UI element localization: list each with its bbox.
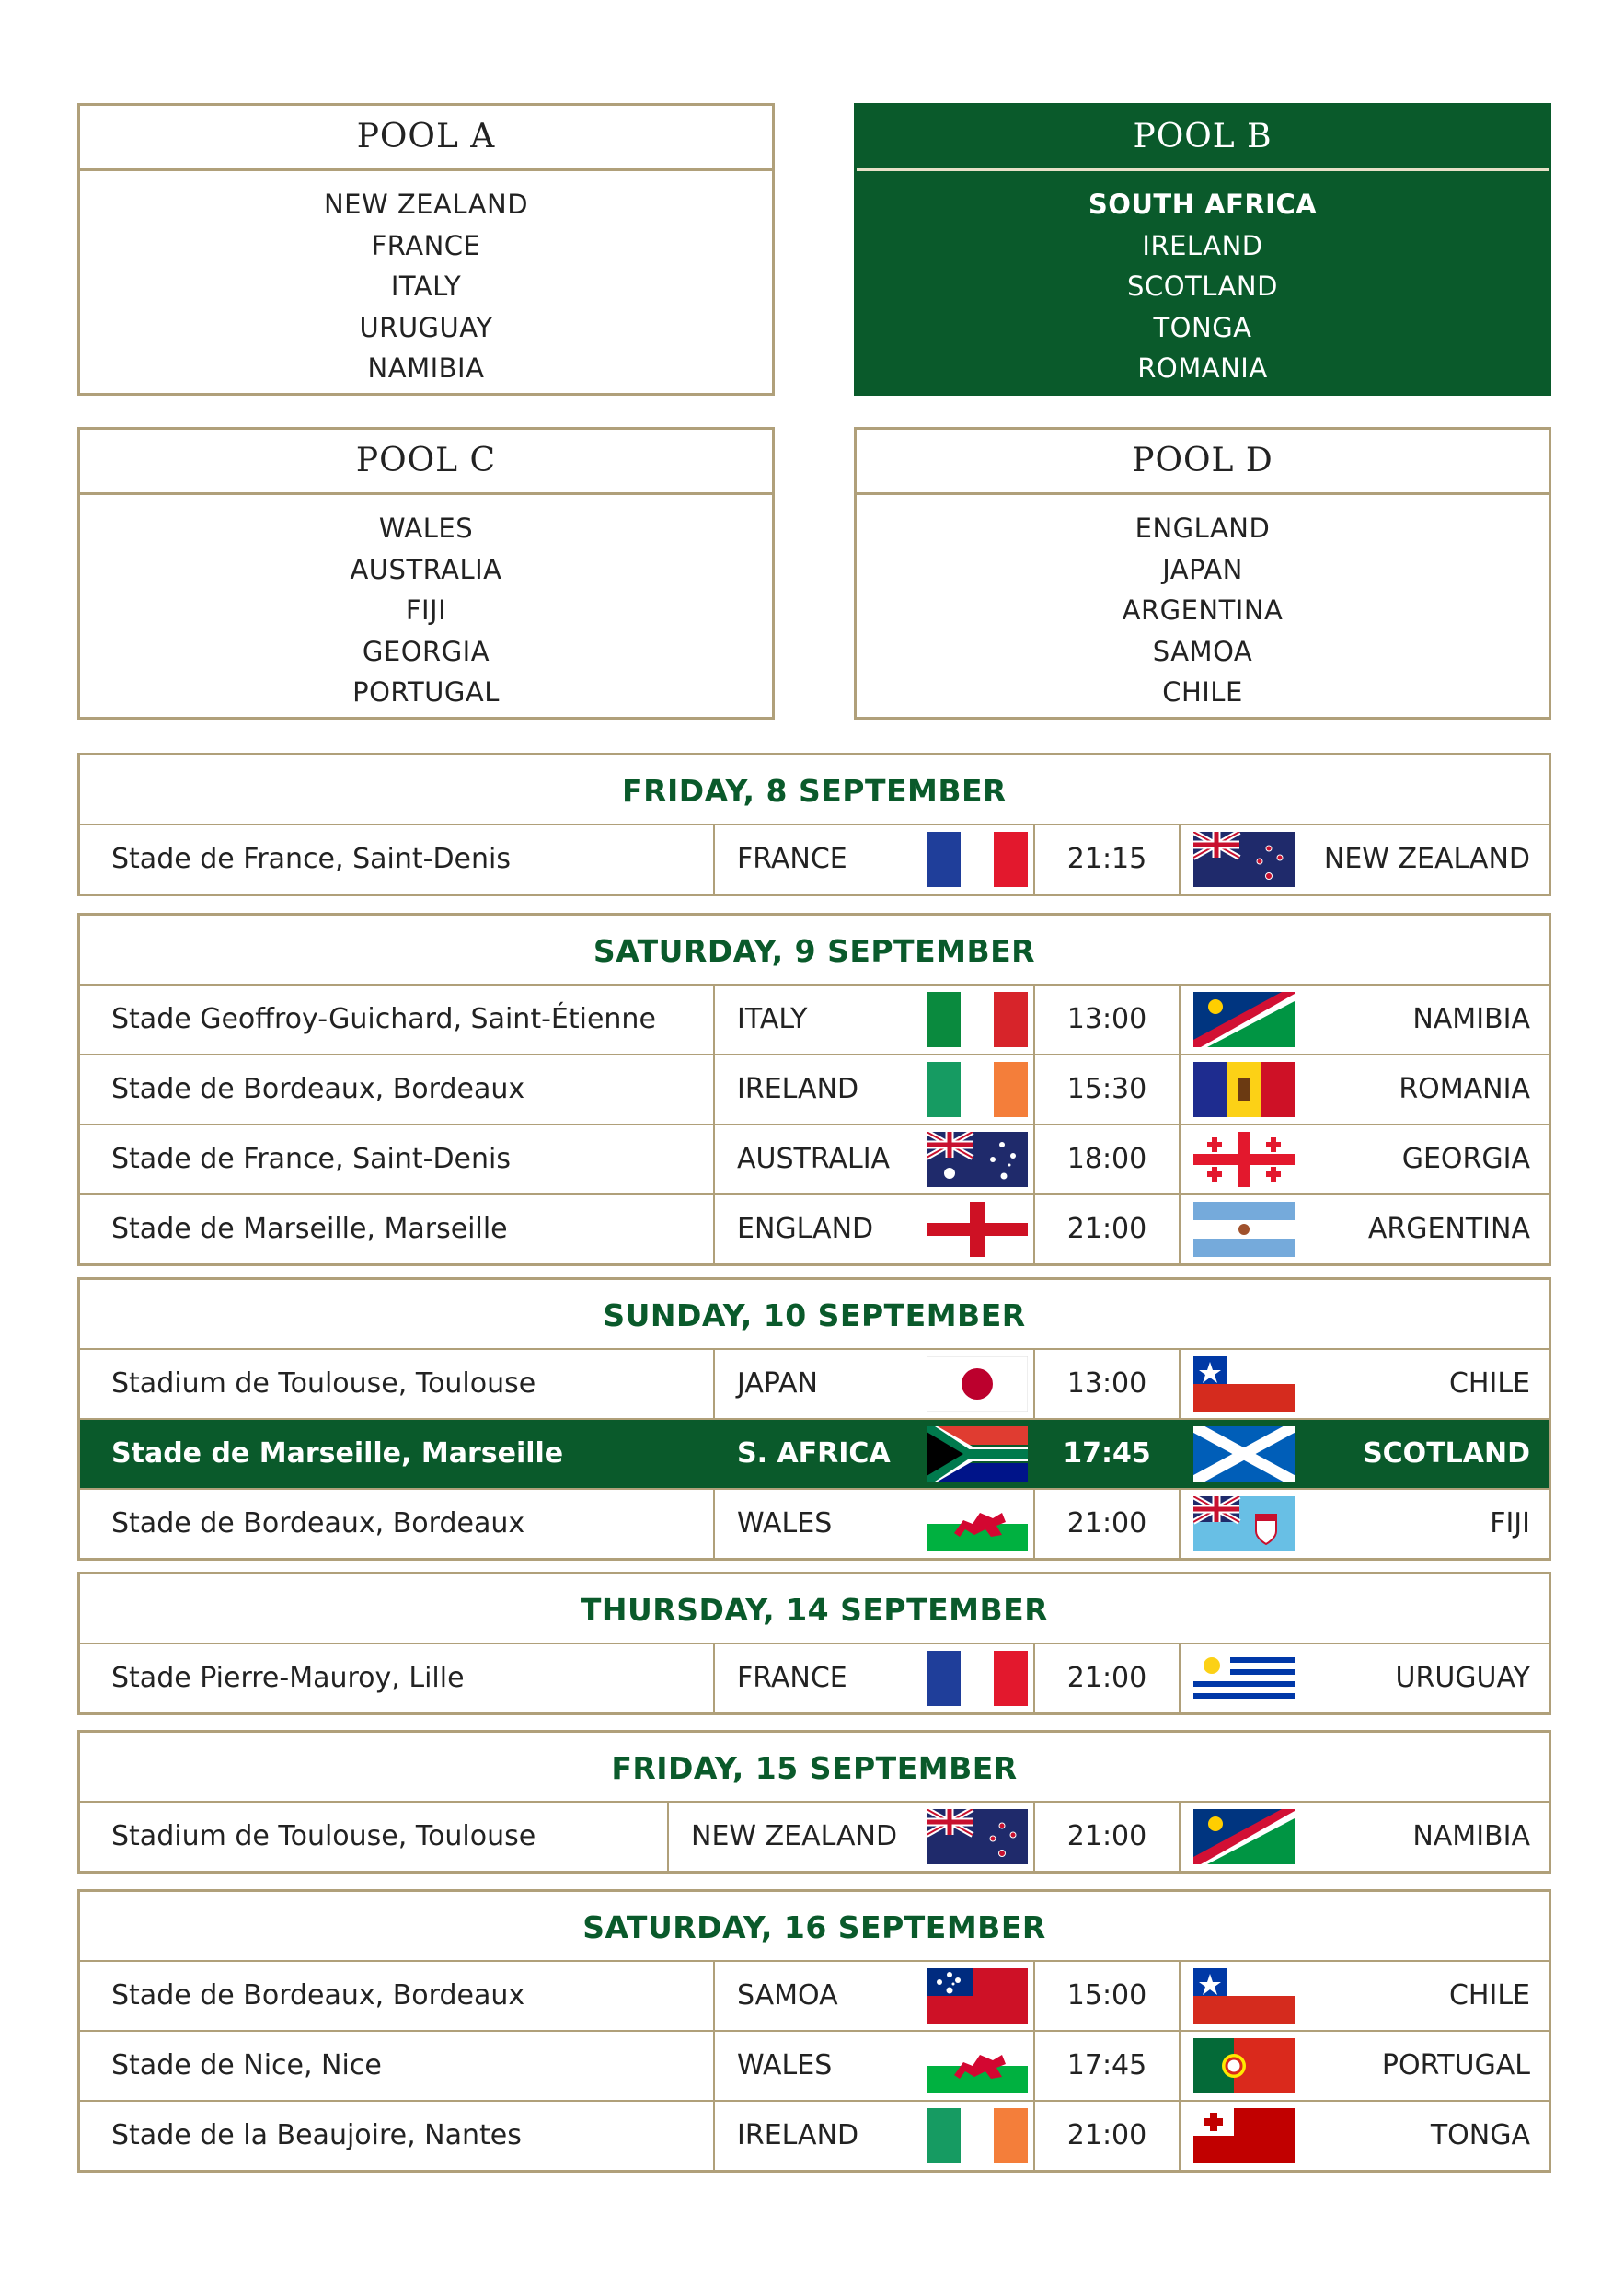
pool-team: WALES: [378, 513, 474, 544]
match-row: [80, 1488, 1549, 1558]
pool-team: ARGENTINA: [1122, 594, 1284, 626]
day-block: [77, 753, 1551, 896]
match-venue: Stade de Bordeaux, Bordeaux: [80, 1490, 715, 1558]
pool-team: PORTUGAL: [352, 676, 500, 708]
kickoff-time: 15:30: [1035, 1055, 1181, 1124]
away-team: ARGENTINA: [1367, 1213, 1530, 1245]
home-team: FRANCE: [715, 1644, 1035, 1712]
match-row: [80, 1803, 1549, 1871]
match-venue: Stade de Bordeaux, Bordeaux: [80, 1055, 715, 1124]
pool-team: TONGA: [1153, 311, 1252, 343]
pool-team: ITALY: [390, 271, 462, 302]
pool-team: SAMOA: [1152, 635, 1253, 667]
day-block: [77, 913, 1551, 1266]
kickoff-time: 17:45: [1035, 1420, 1181, 1488]
day-date-heading: SUNDAY, 10 SEPTEMBER: [80, 1280, 1549, 1350]
match-venue: Stade de France, Saint-Denis: [80, 825, 715, 894]
pool-team: FRANCE: [371, 229, 481, 261]
samoa-flag-icon: [927, 1968, 1028, 2024]
home-team: WALES: [715, 1490, 1035, 1558]
pool-team: JAPAN: [1162, 553, 1243, 585]
england-flag-icon: [927, 1202, 1028, 1257]
match-row: [80, 1193, 1549, 1263]
away-team: URUGUAY: [1395, 1662, 1530, 1694]
pool-team: NEW ZEALAND: [323, 189, 529, 220]
match-venue: Stade de Marseille, Marseille: [80, 1420, 715, 1488]
kickoff-time: 21:15: [1035, 825, 1181, 894]
match-row: [80, 1962, 1549, 2030]
away-team: CHILE: [1448, 1979, 1530, 2012]
pool-team: CHILE: [1162, 676, 1243, 708]
france-flag-icon: [927, 1651, 1028, 1706]
away-team: FIJI: [1490, 1507, 1530, 1539]
match-row: [80, 825, 1549, 894]
away-team: NAMIBIA: [1412, 1820, 1530, 1852]
wales-flag-icon: [927, 1496, 1028, 1551]
france-flag-icon: [927, 832, 1028, 887]
kickoff-time: 18:00: [1035, 1125, 1181, 1193]
pool-title: POOL D: [857, 430, 1549, 495]
pool-c-card: [77, 427, 775, 720]
pool-b-card: [854, 103, 1551, 396]
match-venue: Stade de France, Saint-Denis: [80, 1125, 715, 1193]
match-venue: Stadium de Toulouse, Toulouse: [80, 1803, 669, 1871]
pool-team: FIJI: [405, 594, 447, 626]
day-block: [77, 1277, 1551, 1561]
match-venue: Stade Geoffroy-Guichard, Saint-Étienne: [80, 986, 715, 1054]
away-team: TONGA: [1430, 2119, 1530, 2151]
home-team: IRELAND: [715, 1055, 1035, 1124]
match-row: [80, 1644, 1549, 1712]
pool-team: URUGUAY: [359, 311, 493, 343]
pool-team: GEORGIA: [362, 635, 490, 667]
away-team: ROMANIA: [1399, 1073, 1530, 1105]
pools-grid: [77, 103, 1551, 727]
pool-team: NAMIBIA: [367, 352, 485, 384]
japan-flag-icon: [927, 1356, 1028, 1412]
home-team: AUSTRALIA: [715, 1125, 1035, 1193]
match-row: [80, 1054, 1549, 1124]
kickoff-time: 21:00: [1035, 1490, 1181, 1558]
pool-team: ROMANIA: [1137, 352, 1268, 384]
away-team: NEW ZEALAND: [1323, 843, 1530, 875]
kickoff-time: 15:00: [1035, 1962, 1181, 2030]
away-team: GEORGIA: [1401, 1143, 1530, 1175]
south-africa-flag-icon: [927, 1426, 1028, 1482]
day-block: [77, 1730, 1551, 1874]
pool-title: POOL C: [80, 430, 772, 495]
kickoff-time: 21:00: [1035, 2102, 1181, 2170]
home-team: WALES: [715, 2032, 1035, 2100]
kickoff-time: 13:00: [1035, 1350, 1181, 1418]
match-venue: Stade Pierre-Mauroy, Lille: [80, 1644, 715, 1712]
home-team: S. AFRICA: [715, 1420, 1035, 1488]
home-team: FRANCE: [715, 825, 1035, 894]
day-block: [77, 1889, 1551, 2173]
away-team: PORTUGAL: [1381, 2049, 1530, 2081]
match-row: [80, 2030, 1549, 2100]
match-venue: Stade de Nice, Nice: [80, 2032, 715, 2100]
day-block: [77, 1572, 1551, 1715]
day-date-heading: FRIDAY, 15 SEPTEMBER: [80, 1733, 1549, 1803]
italy-flag-icon: [927, 992, 1028, 1047]
away-team: SCOTLAND: [1363, 1437, 1530, 1470]
match-venue: Stade de Marseille, Marseille: [80, 1195, 715, 1263]
pool-team: SCOTLAND: [1127, 271, 1278, 302]
day-date-heading: FRIDAY, 8 SEPTEMBER: [80, 755, 1549, 825]
match-row: [80, 1418, 1549, 1488]
match-row: [80, 1350, 1549, 1418]
home-team: ITALY: [715, 986, 1035, 1054]
ireland-flag-icon: [927, 1062, 1028, 1117]
match-venue: Stade de Bordeaux, Bordeaux: [80, 1962, 715, 2030]
day-date-heading: THURSDAY, 14 SEPTEMBER: [80, 1574, 1549, 1644]
kickoff-time: 17:45: [1035, 2032, 1181, 2100]
match-row: [80, 1124, 1549, 1193]
match-venue: Stadium de Toulouse, Toulouse: [80, 1350, 715, 1418]
ireland-flag-icon: [927, 2108, 1028, 2163]
pool-title: POOL A: [80, 106, 772, 171]
pool-d-card: [854, 427, 1551, 720]
home-team: IRELAND: [715, 2102, 1035, 2170]
kickoff-time: 21:00: [1035, 1803, 1181, 1871]
day-date-heading: SATURDAY, 16 SEPTEMBER: [80, 1892, 1549, 1962]
away-team: NAMIBIA: [1412, 1003, 1530, 1035]
home-team: SAMOA: [715, 1962, 1035, 2030]
australia-flag-icon: [927, 1132, 1028, 1187]
home-team: NEW ZEALAND: [669, 1803, 1035, 1871]
new-zealand-flag-icon: [927, 1809, 1028, 1864]
kickoff-time: 21:00: [1035, 1195, 1181, 1263]
pool-team: AUSTRALIA: [350, 553, 502, 585]
home-team: JAPAN: [715, 1350, 1035, 1418]
wales-flag-icon: [927, 2038, 1028, 2093]
day-date-heading: SATURDAY, 9 SEPTEMBER: [80, 916, 1549, 986]
pool-team: ENGLAND: [1134, 513, 1271, 544]
pool-team: SOUTH AFRICA: [1088, 189, 1318, 220]
away-team: CHILE: [1448, 1367, 1530, 1400]
pool-a-card: [77, 103, 775, 396]
pool-title: POOL B: [857, 106, 1549, 171]
match-row: [80, 2100, 1549, 2170]
kickoff-time: 13:00: [1035, 986, 1181, 1054]
pool-team: IRELAND: [1142, 229, 1263, 261]
home-team: ENGLAND: [715, 1195, 1035, 1263]
match-row: [80, 986, 1549, 1054]
kickoff-time: 21:00: [1035, 1644, 1181, 1712]
match-venue: Stade de la Beaujoire, Nantes: [80, 2102, 715, 2170]
